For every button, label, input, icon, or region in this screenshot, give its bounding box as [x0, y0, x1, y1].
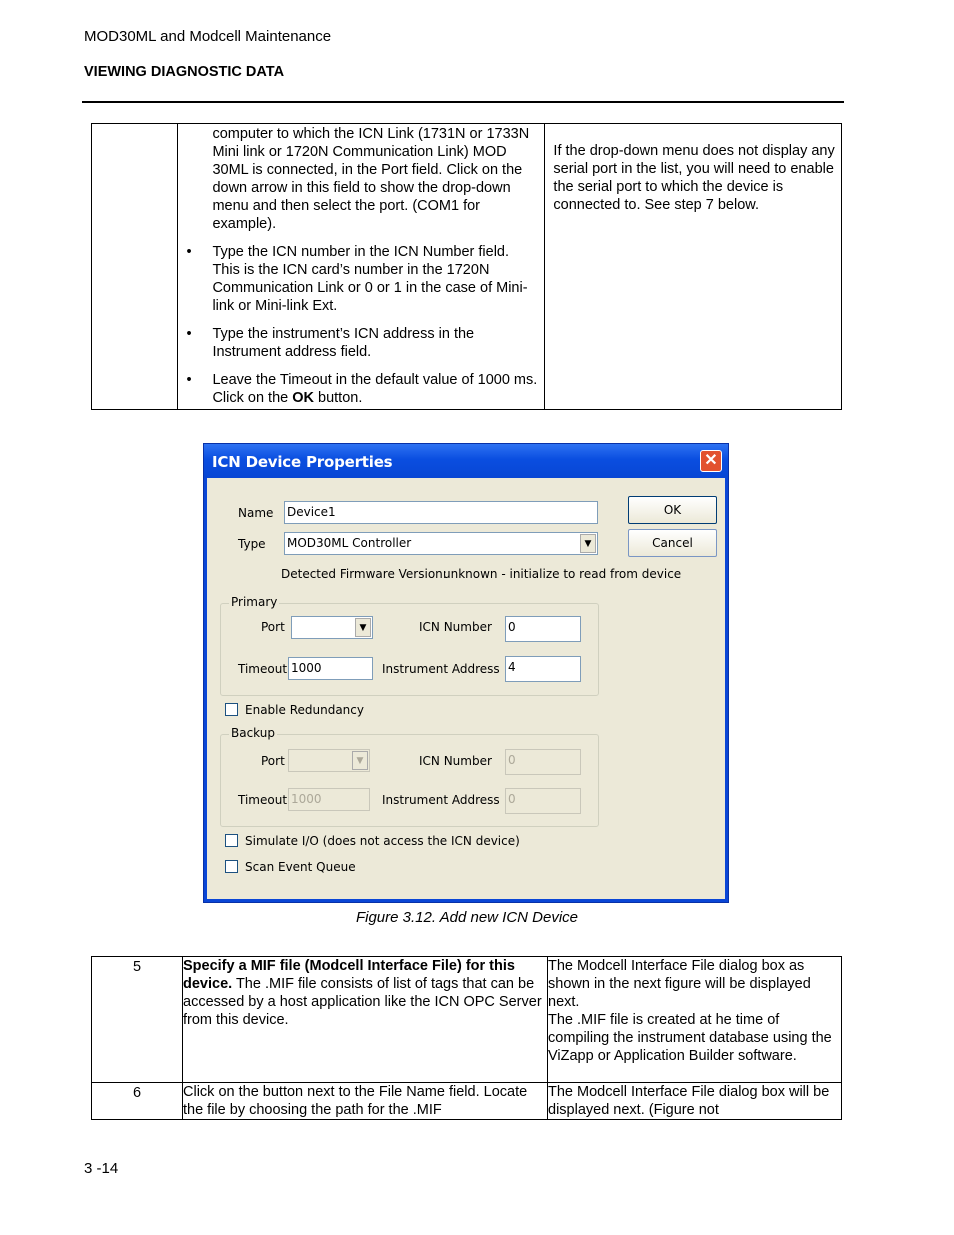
section-heading: VIEWING DIAGNOSTIC DATA: [84, 64, 285, 80]
scan-event-queue-label: Scan Event Queue: [245, 860, 356, 874]
backup-address-label: Instrument Address: [382, 793, 500, 807]
simulate-io-checkbox[interactable]: [225, 834, 238, 847]
bullet-instrument-address: [186, 325, 538, 361]
close-button[interactable]: [700, 450, 722, 472]
name-label: Name: [238, 506, 274, 520]
type-select[interactable]: MOD30ML Controller ▼: [284, 532, 598, 555]
bullet-text: Type the ICN number in the ICN Number field. This is the ICN card’s number in the 1720N Communication Link or 0 or 1 in the case of Mini-link or Mini-link Ext.: [212, 244, 528, 314]
backup-group-label: Backup: [231, 726, 275, 740]
chevron-down-icon[interactable]: ▼: [355, 618, 371, 637]
firmware-value: unknown - initialize to read from device: [443, 567, 682, 581]
firmware-label: Detected Firmware Version:: [281, 567, 447, 581]
backup-port-select[interactable]: [288, 749, 370, 772]
table-row: [92, 1083, 842, 1120]
note-cell: If the drop-down menu does not display any serial port in the list, you will need to enable the serial port to which the device is connected to. See step 7 below.: [545, 124, 842, 410]
procedure-table-bottom: [91, 956, 842, 1120]
step-note: The Modcell Interface File dialog box will be displayed next. (Figure not: [548, 1083, 842, 1120]
dialog-titlebar: [204, 444, 728, 478]
header-rule: [82, 101, 844, 103]
step-number: 5: [92, 957, 183, 1083]
primary-port-select[interactable]: [291, 616, 373, 639]
dialog-title: ICN Device Properties: [212, 453, 393, 471]
step-description: Specify a MIF file (Modcell Interface File) for this device. The .MIF file consists of list of tags that can be accessed by a host application like the ICN OPC Server from this device.: [183, 957, 548, 1083]
bullet-icn-number: [186, 243, 538, 315]
primary-icn-label: ICN Number: [419, 620, 492, 634]
primary-icn-input[interactable]: 0: [505, 616, 581, 642]
primary-timeout-input[interactable]: 1000: [288, 657, 373, 680]
primary-timeout-label: Timeout: [238, 662, 288, 676]
figure-caption: Figure 3.12. Add new ICN Device: [355, 909, 579, 926]
primary-port-label: Port: [261, 620, 285, 634]
backup-timeout-label: Timeout: [238, 793, 288, 807]
bullet-text: Leave the Timeout in the default value of 1000 ms. Click on the OK button.: [212, 372, 538, 406]
backup-icn-input[interactable]: 0: [505, 749, 581, 775]
backup-address-input[interactable]: 0: [505, 788, 581, 814]
scan-event-queue-checkbox[interactable]: [225, 860, 238, 873]
step-description: Click on the button next to the File Name field. Locate the file by choosing the path for the .MIF: [183, 1083, 548, 1120]
cancel-button[interactable]: Cancel: [628, 529, 717, 557]
backup-port-label: Port: [261, 754, 285, 768]
type-label: Type: [238, 537, 266, 551]
icn-device-properties-dialog: [203, 443, 729, 903]
enable-redundancy-checkbox[interactable]: [225, 703, 238, 716]
chevron-down-icon[interactable]: ▼: [580, 534, 596, 553]
primary-address-label: Instrument Address: [382, 662, 500, 676]
table-row: [92, 957, 842, 1083]
page-number: 3 -14: [84, 1160, 119, 1177]
step-cell: [92, 124, 178, 410]
chevron-down-icon[interactable]: ▼: [352, 751, 368, 770]
simulate-io-label: Simulate I/O (does not access the ICN device): [245, 834, 520, 848]
bullet-icon: •: [186, 372, 192, 388]
name-input[interactable]: Device1: [284, 501, 598, 524]
bullet-icon: •: [186, 244, 192, 260]
document-title: MOD30ML and Modcell Maintenance: [84, 28, 332, 45]
ok-button[interactable]: OK: [628, 496, 717, 524]
backup-timeout-input[interactable]: 1000: [288, 788, 370, 811]
backup-icn-label: ICN Number: [419, 754, 492, 768]
step-number: 6: [92, 1083, 183, 1120]
bullet-text: Type the instrument’s ICN address in the Instrument address field.: [212, 326, 475, 360]
bullet-icon: •: [186, 326, 192, 342]
procedure-table-top: [91, 123, 842, 410]
instructions-intro: computer to which the ICN Link (1731N or 1733N Mini link or 1720N Communication Link) MOD 30ML is connected, in the Port field. Click on the down arrow in this field to show the drop-down menu and then select the port. (COM1 for example).: [212, 126, 530, 232]
close-icon: ✕: [704, 452, 718, 469]
primary-group-label: Primary: [231, 595, 278, 609]
bullet-timeout: [186, 371, 538, 407]
primary-address-input[interactable]: 4: [505, 656, 581, 682]
instructions-cell: [178, 124, 545, 410]
dialog-client: [207, 478, 725, 899]
step-note: The Modcell Interface File dialog box as shown in the next figure will be displayed next. The .MIF file is created at he time of compiling the instrument database using the ViZapp or Application Builder software.: [548, 957, 842, 1083]
enable-redundancy-label: Enable Redundancy: [245, 703, 364, 717]
